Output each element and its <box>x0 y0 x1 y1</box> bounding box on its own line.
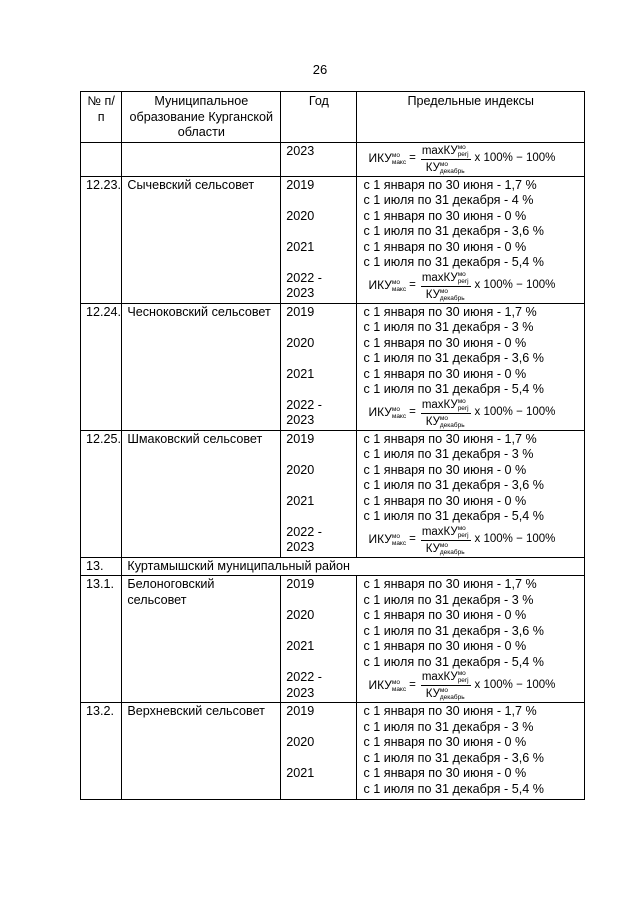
header-year: Год <box>281 92 357 143</box>
year-cell <box>286 577 351 608</box>
index-line: с 1 июля по 31 декабря - 5,4 % <box>363 382 544 397</box>
formula-num-sup: мо <box>457 670 466 678</box>
index-formula <box>363 271 579 302</box>
index-line: с 1 июля по 31 декабря - 5,4 % <box>363 654 544 669</box>
year-label: 2021 <box>286 239 315 254</box>
index-block <box>363 525 579 556</box>
index-line: с 1 января по 30 июня - 1,7 % <box>363 704 537 719</box>
year-cell <box>286 336 351 367</box>
row-num <box>81 142 122 176</box>
year-label: 2020 <box>286 335 315 350</box>
formula-num-sub: perj <box>457 277 469 285</box>
row-num: 13.2. <box>81 703 122 799</box>
formula-fraction <box>421 271 471 302</box>
formula-tail: x 100% − 100% <box>474 679 556 692</box>
formula-fraction <box>421 398 471 429</box>
index-line: с 1 января по 30 июня - 0 % <box>363 608 527 623</box>
year-cell <box>286 735 351 766</box>
header-num: № п/п <box>81 92 122 143</box>
formula-num-sub: perj <box>457 531 469 539</box>
index-block <box>363 367 579 398</box>
formula-lhs-indices <box>392 279 406 293</box>
row-municipality: Верхневский сельсовет <box>122 703 281 799</box>
year-label: 2021 <box>286 366 315 381</box>
header-municipality: Муниципальное образование Курганской области <box>122 92 281 143</box>
formula-num-sup: мо <box>457 397 466 405</box>
section-name: Куртамышский муниципальный район <box>122 557 585 576</box>
index-line: с 1 июля по 31 декабря - 5,4 % <box>363 509 544 524</box>
year-cell <box>286 608 351 639</box>
index-line: с 1 июля по 31 декабря - 3,6 % <box>363 750 544 765</box>
year-label: 2019 <box>286 304 315 319</box>
formula-den-sub: декабрь <box>439 167 465 175</box>
formula-den-sup: мо <box>439 287 448 295</box>
year-label: 2019 <box>286 431 315 446</box>
index-line: с 1 января по 30 июня - 0 % <box>363 335 527 350</box>
index-line: с 1 июля по 31 декабря - 3 % <box>363 719 534 734</box>
index-line: с 1 января по 30 июня - 0 % <box>363 462 527 477</box>
index-line: с 1 июля по 31 декабря - 3 % <box>363 447 534 462</box>
formula-num-indices <box>458 525 469 539</box>
year-cell <box>286 704 351 735</box>
row-municipality: Сычевский сельсовет <box>122 176 281 303</box>
row-municipality <box>122 142 281 176</box>
formula-lhs-indices <box>392 533 406 547</box>
index-block <box>363 398 579 429</box>
index-block <box>363 271 579 302</box>
year-cell <box>286 398 351 429</box>
formula-lhs: ИКУ <box>368 532 392 547</box>
index-block <box>363 670 579 701</box>
year-cell <box>286 178 351 209</box>
formula-fraction <box>421 670 471 701</box>
index-block <box>363 494 579 525</box>
formula-den-main: КУ <box>425 415 440 428</box>
formula-den-main: КУ <box>425 161 440 174</box>
formula-lhs-sub: макс <box>391 159 407 167</box>
formula-den-sub: декабрь <box>439 548 465 556</box>
table-body <box>81 142 585 799</box>
formula-eq: = <box>409 679 416 692</box>
table-row <box>81 142 585 176</box>
year-label: 2023 <box>286 143 315 158</box>
index-block <box>363 144 579 175</box>
index-line: с 1 июля по 31 декабря - 3,6 % <box>363 623 544 638</box>
formula-den-indices <box>440 415 465 429</box>
formula-num-main: maxКУ <box>421 398 458 411</box>
index-line: с 1 января по 30 июня - 0 % <box>363 239 527 254</box>
formula-eq: = <box>409 152 416 165</box>
year-label: 2021 <box>286 766 315 781</box>
row-years <box>281 176 357 303</box>
formula-num-main: maxКУ <box>421 671 458 684</box>
index-line: с 1 января по 30 июня - 0 % <box>363 766 527 781</box>
index-block <box>363 639 579 670</box>
year-cell <box>286 766 351 782</box>
formula-denominator <box>425 414 467 429</box>
table-row <box>81 703 585 799</box>
index-line: с 1 января по 30 июня - 0 % <box>363 639 527 654</box>
formula-lhs-sub: макс <box>391 413 407 421</box>
header-indexes: Предельные индексы <box>357 92 585 143</box>
row-municipality: Белоноговский сельсовет <box>122 576 281 703</box>
row-indexes <box>357 576 585 703</box>
year-cell <box>286 209 351 240</box>
formula-den-indices <box>440 288 465 302</box>
year-label: 2020 <box>286 608 315 623</box>
formula-den-indices <box>440 542 465 556</box>
formula-den-sup: мо <box>439 687 448 695</box>
year-cell <box>286 367 351 398</box>
row-years <box>281 703 357 799</box>
formula-den-sub: декабрь <box>439 294 465 302</box>
table-header-row <box>81 92 585 143</box>
index-formula <box>363 525 579 556</box>
formula-num-indices <box>458 144 469 158</box>
formula-lhs-sup: мо <box>391 678 400 686</box>
row-indexes <box>357 303 585 430</box>
index-line: с 1 июля по 31 декабря - 3 % <box>363 592 534 607</box>
row-indexes <box>357 142 585 176</box>
year-label: 2021 <box>286 639 315 654</box>
index-block <box>363 608 579 639</box>
formula-den-sup: мо <box>439 414 448 422</box>
formula-lhs-sup: мо <box>391 152 400 160</box>
year-label: 2022 - <box>286 524 322 539</box>
index-formula <box>363 398 579 429</box>
index-block <box>363 766 579 797</box>
formula-tail: x 100% − 100% <box>474 279 556 292</box>
index-line: с 1 января по 30 июня - 1,7 % <box>363 431 537 446</box>
row-years <box>281 576 357 703</box>
formula-num-sub: perj <box>457 404 469 412</box>
formula-num-main: maxКУ <box>421 525 458 538</box>
formula-lhs: ИКУ <box>368 405 392 420</box>
year-cell <box>286 240 351 271</box>
formula-lhs-sup: мо <box>391 533 400 541</box>
row-num: 12.25. <box>81 430 122 557</box>
year-cell <box>286 494 351 525</box>
formula-num-indices <box>458 670 469 684</box>
formula-den-main: КУ <box>425 688 440 701</box>
index-formula <box>363 144 579 175</box>
formula-denominator <box>425 287 467 302</box>
year-label: 2019 <box>286 577 315 592</box>
index-block <box>363 240 579 271</box>
formula-lhs-sub: макс <box>391 540 407 548</box>
formula-den-main: КУ <box>425 288 440 301</box>
formula-lhs-indices <box>392 679 406 693</box>
year-label: 2023 <box>286 540 315 555</box>
formula-den-sup: мо <box>439 160 448 168</box>
index-line: с 1 июля по 31 декабря - 5,4 % <box>363 781 544 796</box>
year-label: 2023 <box>286 413 315 428</box>
section-num: 13. <box>81 557 122 576</box>
row-indexes <box>357 176 585 303</box>
year-label: 2023 <box>286 286 315 301</box>
row-num: 12.24. <box>81 303 122 430</box>
table-row <box>81 303 585 430</box>
formula-den-sub: декабрь <box>439 421 465 429</box>
row-years <box>281 430 357 557</box>
year-cell <box>286 639 351 670</box>
formula-tail: x 100% − 100% <box>474 406 556 419</box>
index-line: с 1 июля по 31 декабря - 3,6 % <box>363 478 544 493</box>
formula-numerator <box>421 398 471 414</box>
index-block <box>363 735 579 766</box>
formula-fraction <box>421 525 471 556</box>
year-cell <box>286 271 351 302</box>
formula-eq: = <box>409 533 416 546</box>
year-cell <box>286 670 351 701</box>
year-cell <box>286 525 351 556</box>
formula-tail: x 100% − 100% <box>474 152 556 165</box>
row-years <box>281 142 357 176</box>
year-label: 2022 - <box>286 397 322 412</box>
row-indexes <box>357 703 585 799</box>
formula-lhs-indices <box>392 152 406 166</box>
index-line: с 1 июля по 31 декабря - 5,4 % <box>363 255 544 270</box>
year-label: 2019 <box>286 177 315 192</box>
formula-numerator <box>421 271 471 287</box>
row-indexes <box>357 430 585 557</box>
year-cell <box>286 144 351 175</box>
formula-lhs-sup: мо <box>391 279 400 287</box>
index-block <box>363 577 579 608</box>
formula-denominator <box>425 686 467 701</box>
index-line: с 1 января по 30 июня - 0 % <box>363 208 527 223</box>
formula-den-indices <box>440 161 465 175</box>
formula-eq: = <box>409 279 416 292</box>
formula-lhs: ИКУ <box>368 151 392 166</box>
index-line: с 1 января по 30 июня - 0 % <box>363 493 527 508</box>
row-num: 12.23. <box>81 176 122 303</box>
year-label: 2020 <box>286 735 315 750</box>
formula-num-indices <box>458 398 469 412</box>
table-row <box>81 576 585 703</box>
year-label: 2022 - <box>286 670 322 685</box>
index-block <box>363 209 579 240</box>
row-years <box>281 303 357 430</box>
year-label: 2023 <box>286 685 315 700</box>
year-label: 2019 <box>286 704 315 719</box>
formula-lhs: ИКУ <box>368 278 392 293</box>
formula-lhs-indices <box>392 406 406 420</box>
index-line: с 1 января по 30 июня - 0 % <box>363 366 527 381</box>
index-formula <box>363 670 579 701</box>
formula-lhs-sub: макс <box>391 685 407 693</box>
formula-den-sub: декабрь <box>439 694 465 702</box>
formula-num-sub: perj <box>457 677 469 685</box>
page-number: 26 <box>312 62 328 77</box>
year-label: 2020 <box>286 208 315 223</box>
table-row <box>81 176 585 303</box>
index-line: с 1 июля по 31 декабря - 3 % <box>363 320 534 335</box>
formula-num-sub: perj <box>457 150 469 158</box>
table-row <box>81 430 585 557</box>
formula-den-sup: мо <box>439 541 448 549</box>
index-line: с 1 июля по 31 декабря - 4 % <box>363 193 534 208</box>
formula-num-indices <box>458 271 469 285</box>
formula-denominator <box>425 541 467 556</box>
index-block <box>363 336 579 367</box>
index-block <box>363 432 579 463</box>
row-num: 13.1. <box>81 576 122 703</box>
index-line: с 1 января по 30 июня - 0 % <box>363 735 527 750</box>
formula-numerator <box>421 670 471 686</box>
formula-denominator <box>425 160 467 175</box>
index-line: с 1 января по 30 июня - 1,7 % <box>363 577 537 592</box>
year-cell <box>286 432 351 463</box>
formula-fraction <box>421 144 471 175</box>
formula-num-main: maxКУ <box>421 144 458 157</box>
row-municipality: Чесноковский сельсовет <box>122 303 281 430</box>
year-cell <box>286 463 351 494</box>
row-municipality: Шмаковский сельсовет <box>122 430 281 557</box>
index-line: с 1 января по 30 июня - 1,7 % <box>363 304 537 319</box>
year-label: 2020 <box>286 462 315 477</box>
index-line: с 1 января по 30 июня - 1,7 % <box>363 177 537 192</box>
formula-numerator <box>421 144 471 160</box>
year-cell <box>286 305 351 336</box>
year-label: 2022 - <box>286 270 322 285</box>
formula-den-main: КУ <box>425 542 440 555</box>
index-line: с 1 июля по 31 декабря - 3,6 % <box>363 224 544 239</box>
formula-den-indices <box>440 687 465 701</box>
year-label: 2021 <box>286 493 315 508</box>
formula-num-sup: мо <box>457 524 466 532</box>
index-block <box>363 305 579 336</box>
index-block <box>363 463 579 494</box>
formula-num-main: maxКУ <box>421 271 458 284</box>
formula-lhs-sup: мо <box>391 406 400 414</box>
limit-indexes-table <box>80 91 585 800</box>
formula-num-sup: мо <box>457 270 466 278</box>
formula-numerator <box>421 525 471 541</box>
formula-num-sup: мо <box>457 143 466 151</box>
index-block <box>363 704 579 735</box>
formula-lhs: ИКУ <box>368 678 392 693</box>
formula-eq: = <box>409 406 416 419</box>
formula-tail: x 100% − 100% <box>474 533 556 546</box>
section-row <box>81 557 585 576</box>
index-block <box>363 178 579 209</box>
formula-lhs-sub: макс <box>391 286 407 294</box>
index-line: с 1 июля по 31 декабря - 3,6 % <box>363 351 544 366</box>
